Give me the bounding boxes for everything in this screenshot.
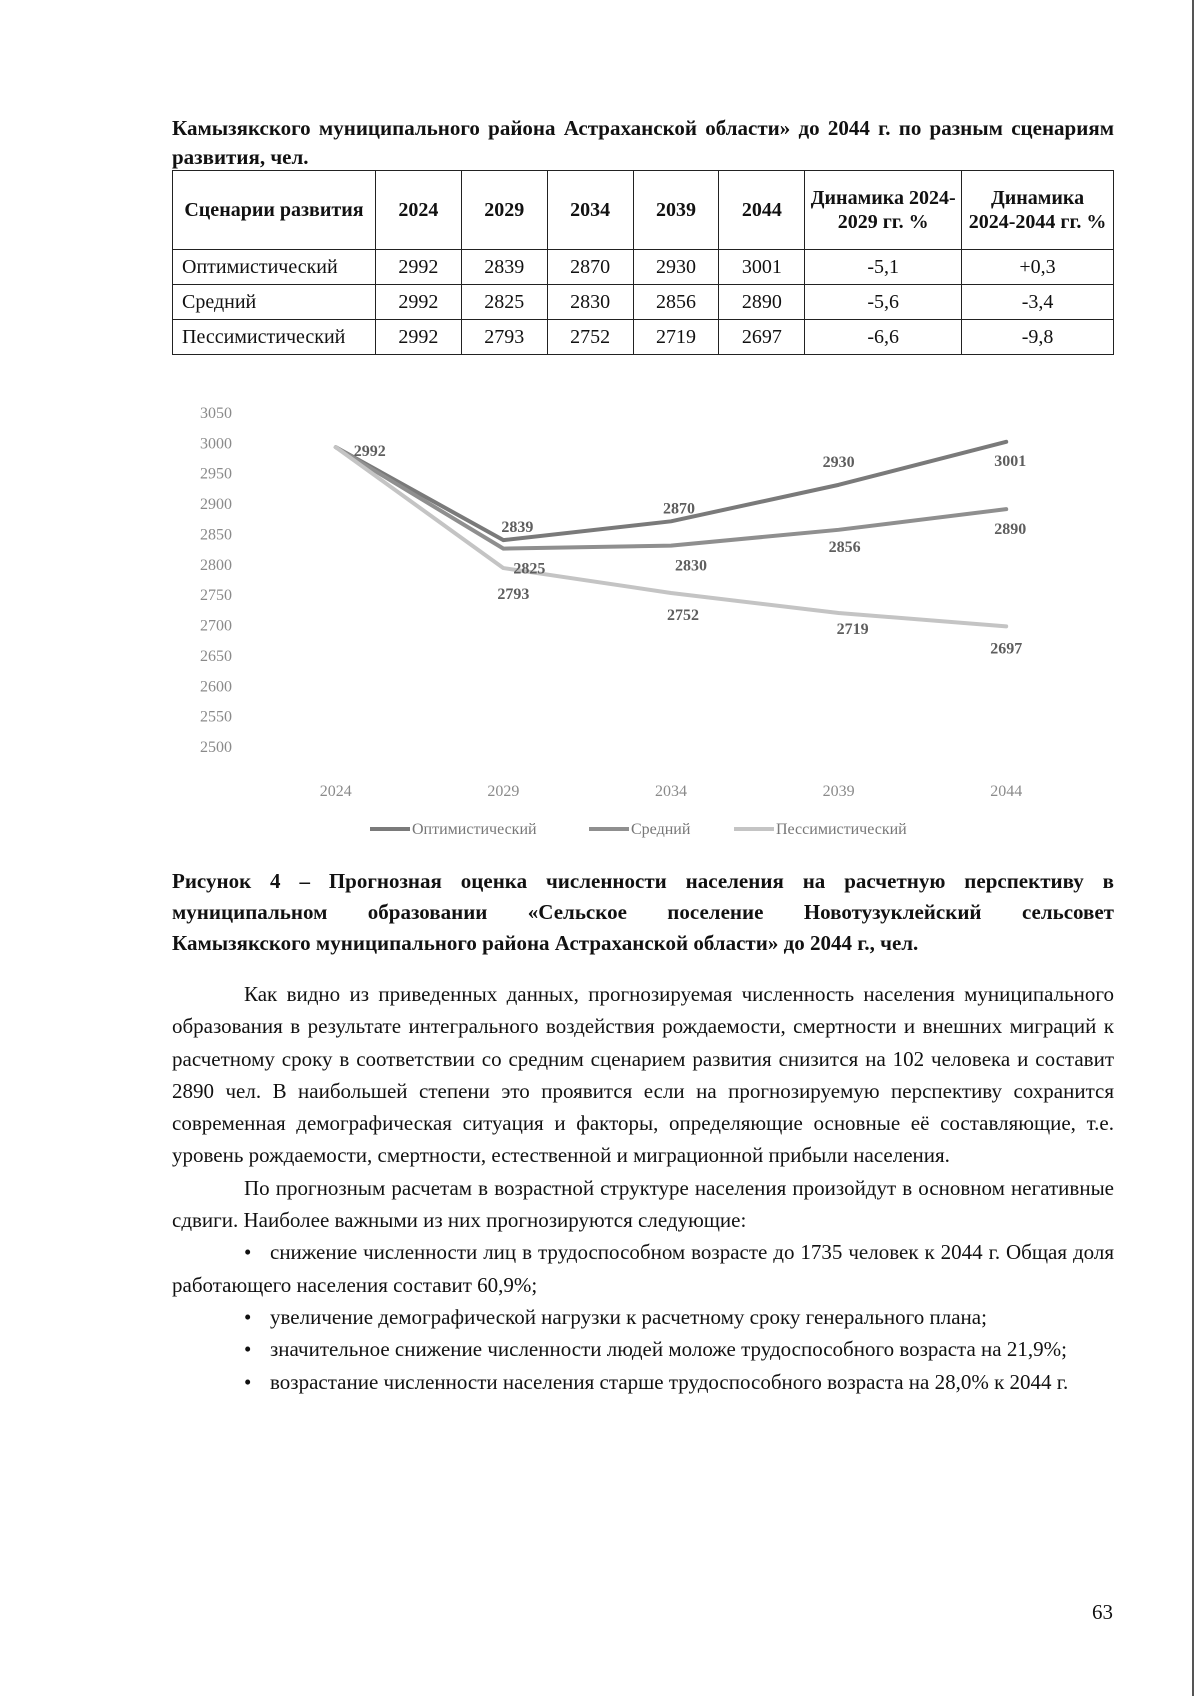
y-tick-label: 2600 (200, 678, 232, 696)
table-cell: 2870 (547, 250, 633, 285)
table-cell: 2825 (461, 285, 547, 320)
series-line-3 (336, 447, 1006, 626)
figure-caption-line: муниципальном образовании «Сельское поселение Новотузуклейский сельсовет (172, 900, 1114, 924)
table-header-cell: Динамика 2024-2044 гг. % (962, 171, 1114, 250)
table-row (173, 285, 1114, 320)
x-tick-label: 2039 (822, 783, 855, 800)
table-cell: 2793 (461, 320, 547, 355)
table-caption: Камызякского муниципального района Астраханской области» до 2044 г. по разным сценариям развития, чел. (172, 116, 1114, 169)
table-cell: 2992 (375, 320, 461, 355)
table-cell: 2992 (375, 285, 461, 320)
figure-caption-line: Камызякского муниципального района Астраханской области» до 2044 г., чел. (172, 931, 919, 955)
table-cell: 2992 (375, 250, 461, 285)
data-label: 2839 (501, 519, 534, 537)
x-axis-ticks (320, 783, 1022, 800)
table-row (173, 320, 1114, 355)
y-tick-label: 2800 (200, 556, 232, 574)
table-header-cell: 2044 (719, 171, 805, 250)
y-tick-label: 2500 (200, 739, 232, 756)
table-header-cell: Динамика 2024-2029 гг. % (805, 171, 962, 250)
y-tick-label: 2750 (200, 587, 232, 605)
page-number: 63 (1092, 1600, 1113, 1624)
table-cell: +0,3 (962, 250, 1114, 285)
table-header-cell: 2024 (375, 171, 461, 250)
y-tick-label: 2650 (200, 647, 232, 665)
data-label: 2825 (513, 560, 546, 578)
table-cell: Пессимистический (173, 320, 376, 355)
table-header-cell: 2034 (547, 171, 633, 250)
body-text (172, 978, 1114, 1398)
table-cell: 2890 (719, 285, 805, 320)
bullet-item: • значительное снижение численности людей моложе трудоспособного возраста на 21,9%; (172, 1333, 1114, 1365)
table-cell: 3001 (719, 250, 805, 285)
series-line-2 (336, 447, 1006, 548)
table-cell: -5,6 (805, 285, 962, 320)
legend-label: Средний (631, 821, 691, 838)
data-label: 2870 (663, 500, 695, 518)
bullet-item: • снижение численности лиц в трудоспособном возрасте до 1735 человек к 2044 г. Общая доля работающего населения составит 60,9%; (172, 1236, 1114, 1301)
y-tick-label: 3000 (200, 435, 232, 453)
y-tick-label: 3050 (200, 405, 232, 422)
table-cell: 2719 (633, 320, 719, 355)
y-tick-label: 2900 (200, 496, 232, 514)
bullet-item: • возрастание численности населения старше трудоспособного возраста на 28,0% к 2044 г. (172, 1366, 1114, 1398)
data-label: 2793 (497, 586, 530, 604)
table-header-cell: 2029 (461, 171, 547, 250)
paragraph: По прогнозным расчетам в возрастной структуре населения произойдут в основном негативные сдвиги. Наиболее важными из них прогнозируются следующие: (172, 1175, 1114, 1233)
data-label: 3001 (994, 452, 1027, 470)
table-cell: 2839 (461, 250, 547, 285)
table-cell: -6,6 (805, 320, 962, 355)
data-label: 2830 (675, 557, 707, 575)
data-label: 2992 (353, 443, 386, 461)
table-cell: 2930 (633, 250, 719, 285)
data-label: 2752 (667, 606, 699, 624)
data-label: 2719 (836, 621, 869, 639)
series-line-1 (336, 442, 1006, 540)
table-cell: 2697 (719, 320, 805, 355)
x-tick-label: 2044 (990, 783, 1023, 800)
page-edge-rule (1192, 0, 1194, 1696)
data-label: 2697 (990, 640, 1023, 658)
y-tick-label: 2700 (200, 617, 232, 635)
y-tick-label: 2850 (200, 526, 232, 544)
x-tick-label: 2024 (319, 783, 352, 800)
bullet-item: • увеличение демографической нагрузки к расчетному сроку генерального плана; (172, 1301, 1114, 1333)
y-axis-ticks (200, 405, 232, 756)
chart-series (336, 442, 1006, 627)
table-cell: 2856 (633, 285, 719, 320)
legend-label: Пессимистический (776, 821, 907, 838)
table-cell: 2830 (547, 285, 633, 320)
data-label: 2930 (822, 453, 855, 471)
table-header-cell: 2039 (633, 171, 719, 250)
y-tick-label: 2950 (200, 465, 232, 483)
x-tick-label: 2034 (655, 783, 687, 800)
legend-label: Оптимистический (412, 821, 537, 838)
table-cell: Оптимистический (173, 250, 376, 285)
table-cell: -9,8 (962, 320, 1114, 355)
population-forecast-chart (172, 392, 1114, 852)
table-cell: Средний (173, 285, 376, 320)
data-label: 2890 (994, 521, 1027, 539)
figure-caption-line: Рисунок 4 – Прогнозная оценка численности населения на расчетную перспективу в (172, 869, 1114, 893)
chart-svg (172, 392, 1114, 852)
table-cell: 2752 (547, 320, 633, 355)
population-table (172, 170, 1114, 355)
chart-data-labels (354, 443, 1026, 657)
y-tick-label: 2550 (200, 708, 232, 726)
paragraph: Как видно из приведенных данных, прогнозируемая численность населения муниципального образования в результате интегрального воздействия рождаемости, смертности и внешних миграций к расчетному сроку в соответствии со средним сценарием развития снизится на 102 человека и составит 2890 чел. В наибольшей степени это проявится если на прогнозируемую перспективу сохранится современная демографическая ситуация и факторы, определяющие основные её составляющие, т.е. уровень рождаемости, смертности, естественной и миграционной прибыли населения. (172, 982, 1114, 1168)
data-label: 2856 (828, 538, 861, 556)
table-cell: -3,4 (962, 285, 1114, 320)
figure-caption (172, 866, 1114, 959)
table-cell: -5,1 (805, 250, 962, 285)
table-header-row (173, 171, 1114, 250)
chart-legend (370, 821, 907, 838)
table-row (173, 250, 1114, 285)
table-header-cell: Сценарии развития (173, 171, 376, 250)
x-tick-label: 2029 (487, 783, 520, 800)
